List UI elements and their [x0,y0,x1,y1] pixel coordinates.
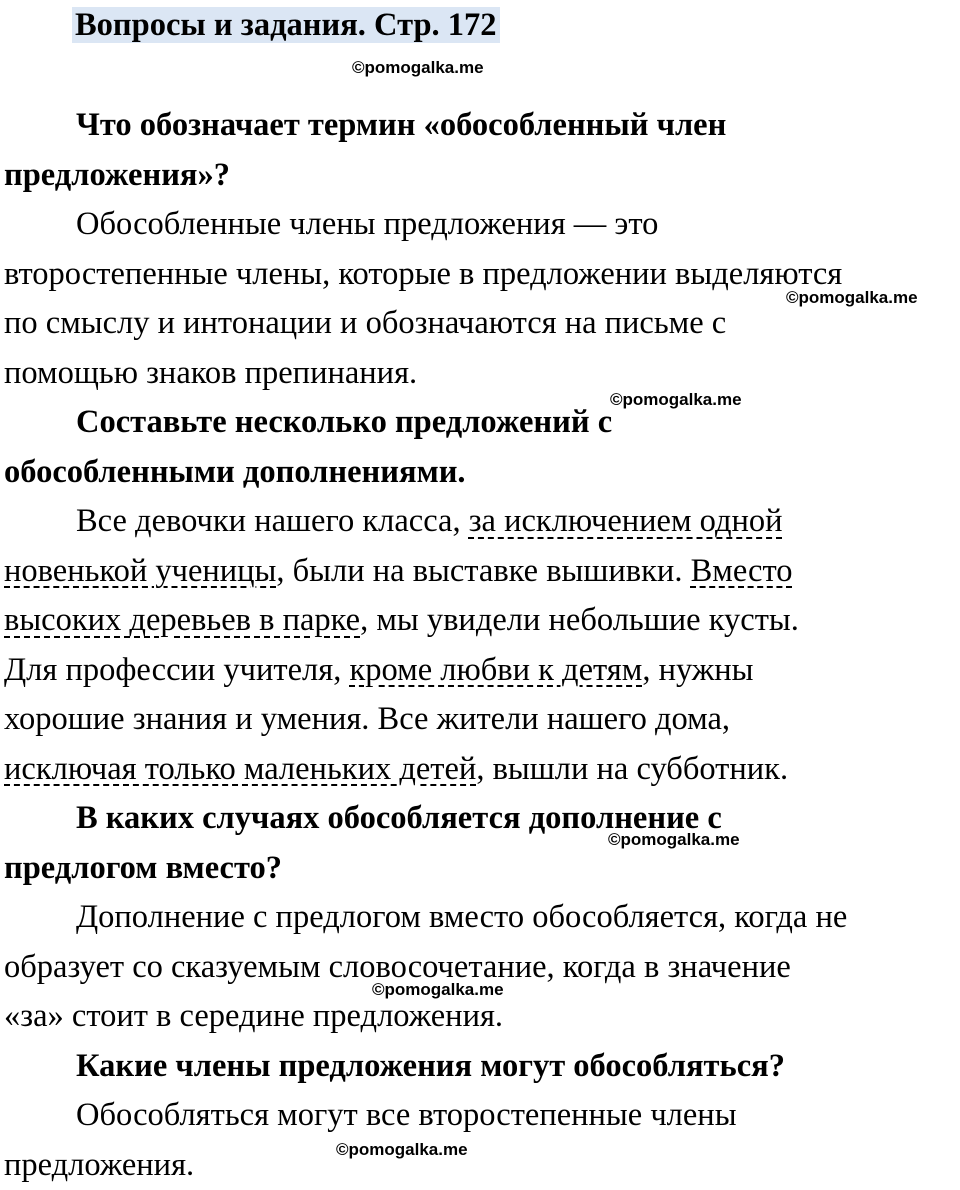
text-span: , вышли на субботник. [476,751,788,787]
question-1-line-2: предложения»? [4,151,958,201]
question-1-line-1: Что обозначает термин «обособленный член [4,101,958,151]
underlined-phrase: высоких деревьев в парке [4,602,360,638]
text-span: , нужны [642,652,753,688]
answer-2-line-4 [4,646,958,696]
answer-3-line-1: Дополнение с предлогом вместо обособляется, когда не [4,893,958,943]
document-body [4,101,958,1190]
answer-3-line-2: образует со сказуемым словосочетание, когда в значение [4,943,958,993]
watermark: ©pomogalka.me [352,58,484,78]
question-2-line-1: Составьте несколько предложений с [4,398,958,448]
answer-2-line-5: хорошие знания и умения. Все жители нашего дома, [4,695,958,745]
underlined-phrase: за исключением одной [469,503,783,539]
answer-2-line-1 [4,497,958,547]
underlined-phrase: новенькой ученицы [4,553,276,589]
question-3-line-1: В каких случаях обособляется дополнение с [4,794,958,844]
answer-4-line-2: предложения. [4,1141,958,1190]
text-span: Для профессии учителя, [4,652,349,688]
answer-2-line-3 [4,596,958,646]
answer-1-line-4: помощью знаков препинания. [4,349,958,399]
watermark: ©pomogalka.me [372,980,504,1000]
text-span: , были на выставке вышивки. [276,553,690,589]
title-highlight: Вопросы и задания. Стр. 172 [72,7,500,43]
page-title [72,2,500,48]
question-4-line-1: Какие члены предложения могут обособляться? [4,1042,958,1092]
answer-2-line-6 [4,745,958,795]
watermark: ©pomogalka.me [786,288,918,308]
answer-1-line-3: по смыслу и интонации и обозначаются на письме с [4,299,958,349]
text-span: Все девочки нашего класса, [76,503,469,539]
text-span: , мы увидели небольшие кусты. [360,602,799,638]
answer-1-line-2: второстепенные члены, которые в предложении выделяются [4,250,958,300]
question-3-line-2: предлогом вместо? [4,844,958,894]
answer-2-line-2 [4,547,958,597]
answer-3-line-3: «за» стоит в середине предложения. [4,992,958,1042]
watermark: ©pomogalka.me [610,390,742,410]
answer-4-line-1: Обособляться могут все второстепенные члены [4,1091,958,1141]
watermark: ©pomogalka.me [336,1140,468,1160]
answer-1-line-1: Обособленные члены предложения — это [4,200,958,250]
underlined-phrase: Вместо [691,553,793,589]
question-2-line-2: обособленными дополнениями. [4,448,958,498]
underlined-phrase: кроме любви к детям [349,652,642,688]
watermark: ©pomogalka.me [608,830,740,850]
underlined-phrase: исключая только маленьких детей [4,751,476,787]
